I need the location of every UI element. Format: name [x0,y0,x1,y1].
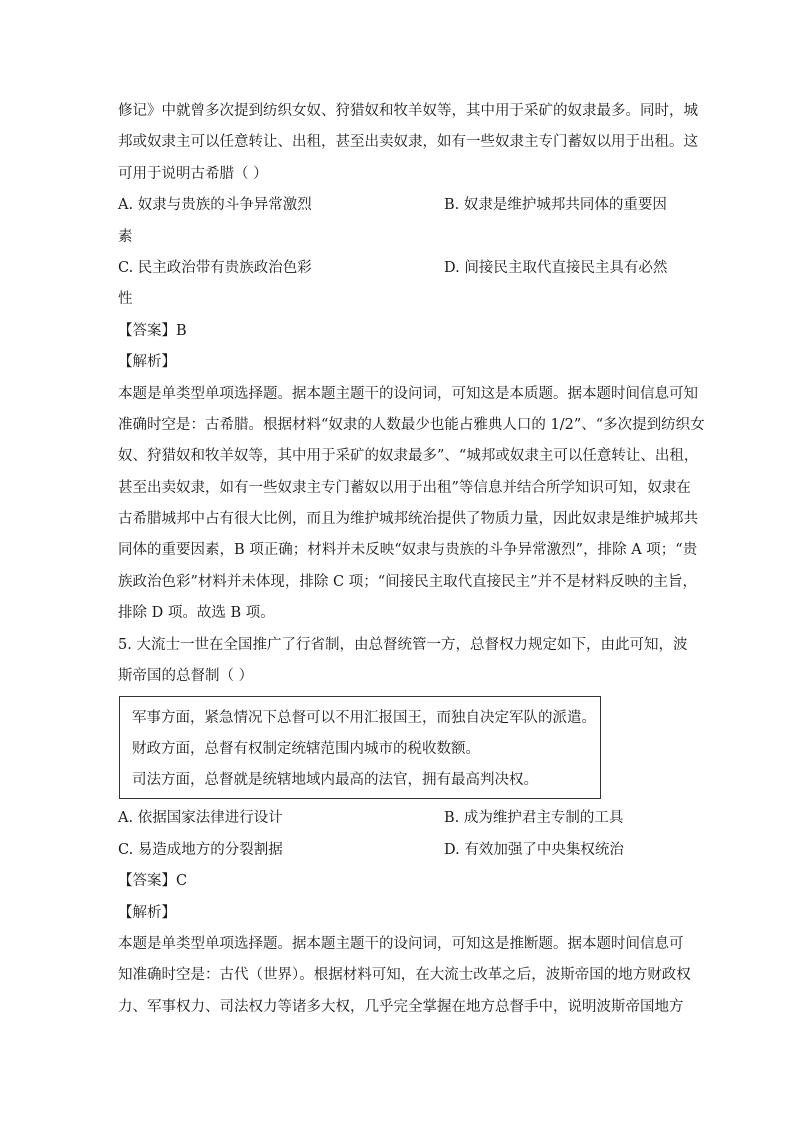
text-line: 本题是单类型单项选择题。据本题主题干的设问词，可知这是推断题。据本题时间信息可 [118,935,684,952]
text-line: 5. 大流士一世在全国推广了行省制，由总督统管一方，总督权力规定如下，由此可知，波 [118,636,688,653]
question-4-stem [118,96,698,190]
text-line: 力、军事权力、司法权力等诸多大权，几乎完全掌握在地方总督手中，说明波斯帝国地方 [118,998,684,1015]
text-line: 甚至出卖奴隶，如有一些奴隶主专门蓄奴以用于出租”等信息并结合所学知识可知，奴隶在 [118,479,691,496]
text-line: 排除 D 项。故选 B 项。 [118,605,275,622]
text-line: 可用于说明古希腊（ ） [118,165,268,182]
option-c: C. 易造成地方的分裂割据 [118,841,283,858]
text-line: 古希腊城邦中占有很大比例，而且为维护城邦统治提供了物质力量，因此奴隶是维护城邦共 [118,511,698,528]
option-d: D. 有效加强了中央集权统治 [444,841,624,858]
option-b: B. 奴隶是维护城邦共同体的重要因 [444,197,667,214]
option-d-wrap: 性 [118,291,133,308]
text-line: 族政治色彩”材料并未体现，排除 C 项；“间接民主取代直接民主”并不是材料反映的主旨， [118,573,698,590]
material-line: 军事方面，紧急情况下总督可以不用汇报国王，而独自决定军队的派遣。 [132,710,596,727]
material-box [119,696,601,799]
option-b-wrap: 素 [118,228,133,245]
question-5-options [118,803,678,866]
text-line: 奴、狩猎奴和牧羊奴等，其中用于采矿的奴隶最多”、“城邦或奴隶主可以任意转让、出租， [118,448,699,465]
material-line: 司法方面，总督就是统辖地域内最高的法官，拥有最高判决权。 [132,772,538,789]
question-4-analysis-label: 【解析】 [118,354,176,371]
question-5-answer: 【答案】C [118,873,188,890]
question-4-analysis [118,379,705,630]
document-page [118,96,705,1023]
question-4-options [118,190,678,316]
text-line: 知准确时空是：古代（世界）。根据材料可知，在大流士改革之后，波斯帝国的地方财政权 [118,967,691,984]
option-a: A. 奴隶与贵族的斗争异常激烈 [118,197,312,214]
question-4-answer: 【答案】B [118,322,187,339]
question-5-analysis-label: 【解析】 [118,904,176,921]
text-line: 同体的重要因素，B 项正确；材料并未反映“奴隶与贵族的斗争异常激烈”，排除 A 项；“贵 [118,542,698,559]
text-line: 邦或奴隶主可以任意转让、出租，甚至出卖奴隶，如有一些奴隶主专门蓄奴以用于出租。这 [118,134,698,151]
text-line: 本题是单类型单项选择题。据本题主题干的设问词，可知这是本质题。据本题时间信息可知 [118,385,698,402]
question-5-analysis [118,929,691,1023]
text-line: 修记》中就曾多次提到纺织女奴、狩猎奴和牧羊奴等，其中用于采矿的奴隶最多。同时，城 [118,103,698,119]
option-a: A. 依据国家法律进行设计 [118,810,283,827]
option-d: D. 间接民主取代直接民主具有必然 [444,259,668,276]
question-5-stem [118,630,688,693]
option-b: B. 成为维护君主专制的工具 [444,810,624,827]
text-line: 斯帝国的总督制（ ） [118,668,254,685]
material-line: 财政方面，总督有权制定统辖范围内城市的税收数额。 [132,741,480,758]
option-c: C. 民主政治带有贵族政治色彩 [118,259,312,276]
text-line: 准确时空是：古希腊。根据材料“奴隶的人数最少也能占雅典人口的 1/2”、“多次提到纺织女 [118,416,705,433]
